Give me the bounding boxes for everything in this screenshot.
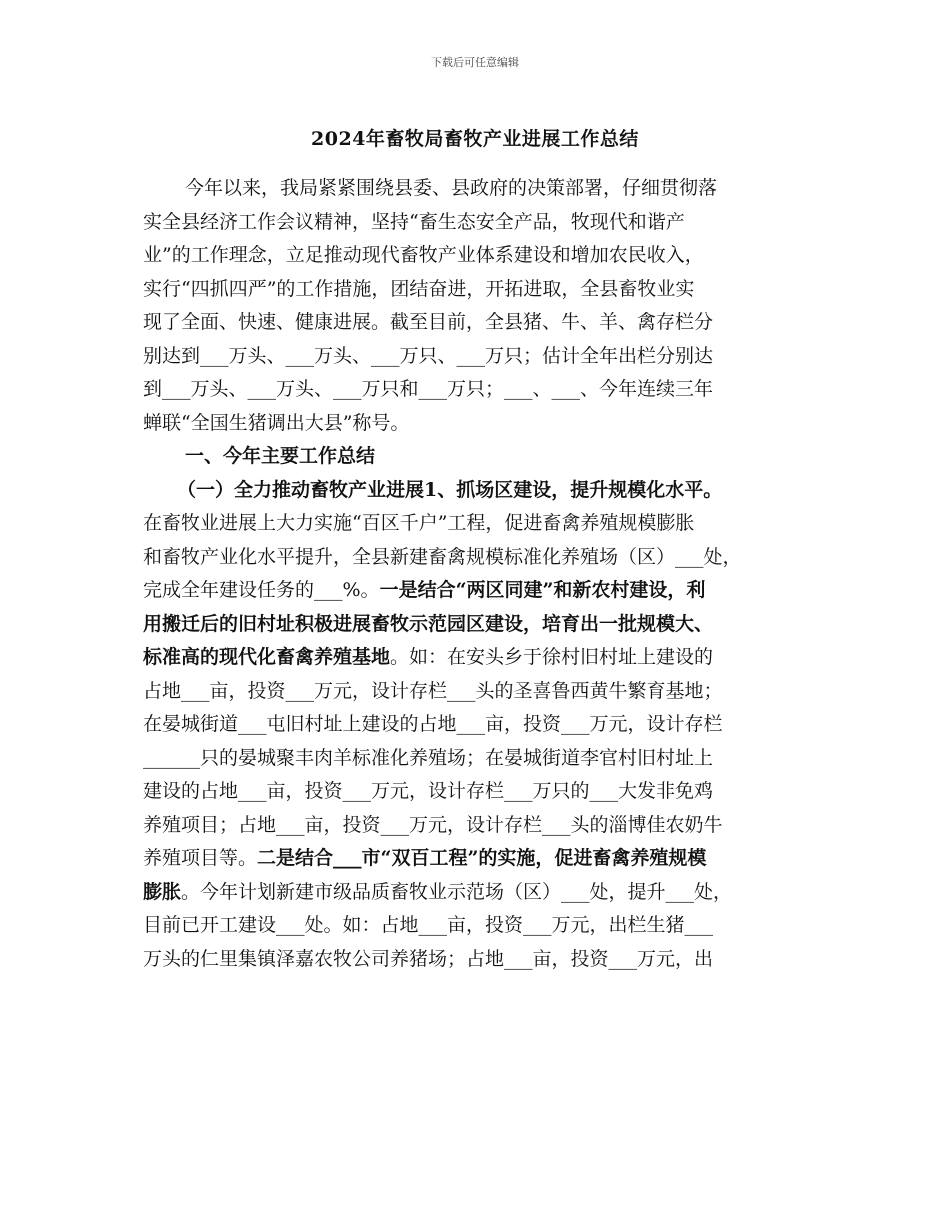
- body-line: [143, 574, 811, 608]
- body-line: [143, 675, 811, 709]
- body-line: [143, 641, 811, 675]
- body-line: [143, 943, 811, 977]
- body-line: [143, 809, 811, 843]
- text-run: 占地___亩，投资___万元，设计存栏___头的圣喜鲁西黄牛繁育基地；: [143, 679, 723, 702]
- body-line: [143, 273, 811, 307]
- text-run: 建设的占地___亩，投资___万元，设计存栏___万只的___大发非免鸡: [143, 780, 714, 802]
- text-run: 养殖项目等。: [143, 847, 258, 869]
- text-run: 实行“四抓四严”的工作措施，团结奋进，开拓进取，全县畜牧业实: [143, 277, 695, 300]
- text-run: 。如：在安头乡于徐村旧村址上建设的: [390, 646, 714, 668]
- bold-text-run: 一是结合“两区同建”和新农村建设，利: [379, 579, 706, 601]
- body-line: [143, 541, 811, 575]
- page-header: 下载后可任意编辑: [431, 56, 519, 69]
- body-line: [143, 876, 811, 910]
- body-line: [143, 306, 811, 340]
- body-line: [143, 206, 811, 240]
- body-line: [143, 340, 811, 374]
- bold-text-run: 膨胀: [143, 880, 182, 903]
- text-run: 万头的仁里集镇泽嘉农牧公司养猪场；占地___亩，投资___万元，出: [143, 947, 714, 970]
- text-run: 今年以来，我局紧紧围绕县委、县政府的决策部署，仔细贯彻落: [185, 177, 718, 199]
- text-run: 实全县经济工作会议精神，坚持“畜生态安全产品，牧现代和谐产: [143, 210, 685, 233]
- bold-text-run: 用搬迁后的旧村址积极进展畜牧示范园区建设，培育出一批规模大、: [143, 612, 714, 635]
- subsection-heading: [143, 474, 811, 508]
- text-run: 蝉联“全国生猪调出大县”称号。: [143, 411, 410, 434]
- section-heading: [143, 440, 811, 474]
- body-line: [143, 172, 811, 206]
- text-run: 在晏城街道___屯旧村址上建设的占地___亩，投资___万元，设计存栏: [143, 713, 723, 735]
- body-line: [143, 775, 811, 809]
- body-line: [143, 239, 811, 273]
- document-title: 2024年畜牧局畜牧产业进展工作总结: [311, 128, 639, 150]
- body-line: [143, 742, 811, 776]
- text-run: ______只的晏城聚丰肉羊标准化养殖场；在晏城街道李官村旧村址上: [143, 746, 714, 769]
- body-line: [143, 407, 811, 441]
- text-run: （一）全力推动畜牧产业进展1、抓场区建设，提升规模化水平。: [177, 478, 723, 501]
- text-run: 。今年计划新建市级品质畜牧业示范场（区）___处，提升___处，: [181, 880, 733, 903]
- body-line: [143, 909, 811, 943]
- bold-text-run: 标准高的现代化畜禽养殖基地: [143, 646, 391, 668]
- body-line: [143, 842, 811, 876]
- text-run: 到___万头、___万头、___万只和___万只；___、___、今年连续三年: [143, 378, 714, 400]
- text-run: 业”的工作理念，立足推动现代畜牧产业体系建设和增加农民收入，: [143, 244, 704, 266]
- text-run: 完成全年建设任务的___%。: [143, 579, 380, 601]
- bold-text-run: 二是结合___市“双百工程”的实施，促进畜禽养殖规模: [257, 847, 707, 869]
- text-run: 别达到___万头、___万头、___万只、___万只；估计全年出栏分别达: [143, 344, 714, 367]
- text-run: 在畜牧业进展上大力实施“百区千户”工程，促进畜禽养殖规模膨胀: [143, 512, 695, 534]
- text-run: 养殖项目；占地___亩，投资___万元，设计存栏___头的淄博佳农奶牛: [143, 813, 723, 836]
- body-line: [143, 373, 811, 407]
- document-body: [143, 172, 811, 976]
- text-run: 一、今年主要工作总结: [185, 445, 376, 467]
- body-line: [143, 708, 811, 742]
- body-line: [143, 608, 811, 642]
- text-run: 目前已开工建设___处。如：占地___亩，投资___万元，出栏生猪___: [143, 914, 714, 936]
- text-run: 和畜牧产业化水平提升，全县新建畜禽规模标准化养殖场（区）___处，: [143, 545, 742, 568]
- body-line: [143, 507, 811, 541]
- text-run: 现了全面、快速、健康进展。截至目前，全县猪、牛、羊、禽存栏分: [143, 311, 714, 333]
